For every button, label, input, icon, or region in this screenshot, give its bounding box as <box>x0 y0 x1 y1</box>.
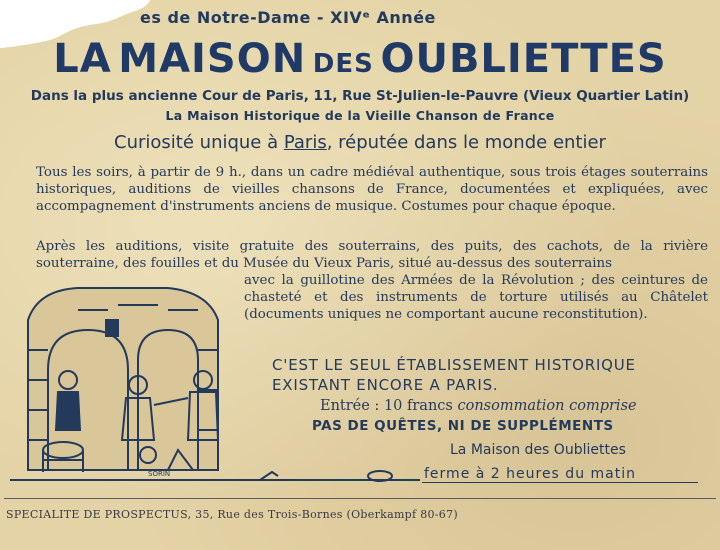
ground-line <box>10 470 420 484</box>
artist-signature: SORIN <box>148 470 171 478</box>
cellar-illustration <box>18 280 238 480</box>
entree-italic: consommation comprise <box>457 398 637 414</box>
signature-rule <box>422 482 698 483</box>
main-title <box>8 36 712 82</box>
curiosite-before: Curiosité unique à <box>114 132 284 153</box>
title-des: DES <box>312 49 374 79</box>
title-oubliettes: OUBLIETTES <box>380 36 667 82</box>
signature-name: La Maison des Oubliettes <box>450 442 626 458</box>
paragraph-1: Tous les soirs, à partir de 9 h., dans un cadre médiéval authentique, sous trois étages souterrains historiques, auditions de vieilles chansons de France, documentées et expliquées, avec accompagnement d'instruments anciens de musique. Costumes pour chaque époque. <box>36 165 708 214</box>
curiosite-line <box>0 132 720 153</box>
quetes-line: PAS DE QUÊTES, NI DE SUPPLÉMENTS <box>312 418 614 434</box>
header-top-line: es de Notre-Dame - XIVᵉ Année <box>140 8 436 27</box>
title-maison: MAISON <box>118 36 307 82</box>
paragraph-2: Après les auditions, visite gratuite des souterrains, des puits, des cachots, de la rivière souterraine, des fouilles et du Musée du Vieux Paris, situé au-dessus des souterrains <box>36 239 708 271</box>
paragraph-3: avec la guillotine des Armées de la Révolution ; des ceintures de chasteté et des instruments de torture utilisés au Châtelet (documents uniques ne comportant aucune reconstitution). <box>244 273 708 322</box>
notice-line-2: EXISTANT ENCORE A PARIS. <box>272 376 499 394</box>
title-la: LA <box>53 36 112 82</box>
notice-line-1: C'EST LE SEUL ÉTABLISSEMENT HISTORIQUE <box>272 356 636 374</box>
signature-closing: ferme à 2 heures du matin <box>424 466 636 482</box>
curiosite-after: , réputée dans le monde entier <box>326 132 606 153</box>
footer-rule <box>4 498 716 499</box>
subtitle-line: La Maison Historique de la Vieille Chanson de France <box>165 108 555 123</box>
address-line: Dans la plus ancienne Cour de Paris, 11, Rue St-Julien-le-Pauvre (Vieux Quartier Latin) <box>30 88 690 104</box>
entree-line <box>320 398 637 414</box>
entree-prefix: Entrée : 10 francs <box>320 398 458 414</box>
footer-printer-line: SPECIALITE DE PROSPECTUS, 35, Rue des Trois-Bornes (Oberkampf 80-67) <box>6 508 458 521</box>
curiosite-paris: Paris <box>283 132 327 153</box>
